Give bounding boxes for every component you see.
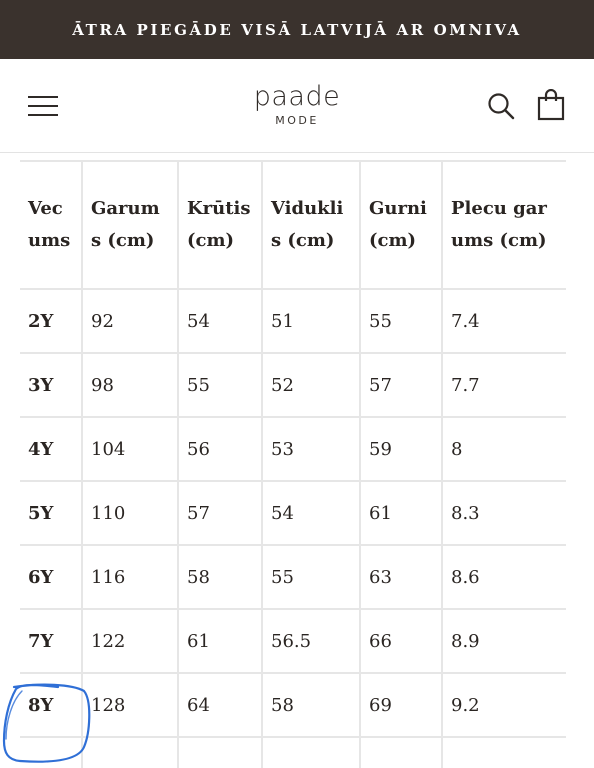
table-cell: 8 [442,417,566,481]
table-cell: 116 [82,545,178,609]
table-cell-age: 3Y [20,353,82,417]
table-cell [442,737,566,768]
shopping-bag-icon[interactable] [537,89,565,121]
table-cell: 55 [360,289,442,353]
table-cell: 7.7 [442,353,566,417]
search-icon[interactable] [487,92,515,120]
table-row [20,737,566,768]
column-header-waist: Viduklis (cm) [262,161,360,289]
table-cell-age: 7Y [20,609,82,673]
table-cell: 54 [178,289,262,353]
table-cell: 58 [262,673,360,737]
table-cell-age: 4Y [20,417,82,481]
column-header-chest: Krūtis (cm) [178,161,262,289]
banner-text: ĀTRA PIEGĀDE VISĀ LATVIJĀ AR OMNIVA [72,20,522,39]
table-cell: 98 [82,353,178,417]
table-row [20,609,566,673]
table-cell: 64 [178,673,262,737]
table-cell: 63 [360,545,442,609]
table-cell: 8.3 [442,481,566,545]
table-cell: 110 [82,481,178,545]
table-cell: 51 [262,289,360,353]
table-cell: 61 [360,481,442,545]
table-cell: 54 [262,481,360,545]
table-cell [360,737,442,768]
table-cell: 66 [360,609,442,673]
table-cell: 7.4 [442,289,566,353]
table-row [20,353,566,417]
table-cell: 59 [360,417,442,481]
table-cell: 52 [262,353,360,417]
table-row [20,289,566,353]
table-cell-age: 5Y [20,481,82,545]
table-cell [178,737,262,768]
announcement-banner [0,0,594,59]
logo-subtitle: MODE [275,114,319,127]
table-cell: 58 [178,545,262,609]
column-header-hips: Gurni (cm) [360,161,442,289]
table-cell: 61 [178,609,262,673]
table-cell: 92 [82,289,178,353]
table-cell: 57 [178,481,262,545]
table-cell: 8.6 [442,545,566,609]
logo-wordmark: paade [253,81,341,112]
table-row [20,417,566,481]
table-row [20,673,566,737]
table-cell: 55 [262,545,360,609]
table-cell: 56 [178,417,262,481]
table-cell [20,737,82,768]
column-header-age: Vecums [20,161,82,289]
table-cell: 57 [360,353,442,417]
table-cell: 9.2 [442,673,566,737]
table-cell: 56.5 [262,609,360,673]
table-cell: 55 [178,353,262,417]
table-cell [262,737,360,768]
column-header-length: Garums (cm) [82,161,178,289]
column-header-shoulder: Plecu garums (cm) [442,161,566,289]
table-cell-age: 2Y [20,289,82,353]
table-cell: 53 [262,417,360,481]
table-row [20,545,566,609]
size-chart-table [20,160,566,768]
table-row [20,481,566,545]
table-cell-age: 6Y [20,545,82,609]
table-cell: 8.9 [442,609,566,673]
table-cell [82,737,178,768]
table-header-row [20,161,566,289]
table-cell: 122 [82,609,178,673]
table-cell: 104 [82,417,178,481]
table-cell: 128 [82,673,178,737]
size-chart-section [0,152,594,768]
table-cell-age: 8Y [20,673,82,737]
site-header [0,59,594,153]
table-cell: 69 [360,673,442,737]
